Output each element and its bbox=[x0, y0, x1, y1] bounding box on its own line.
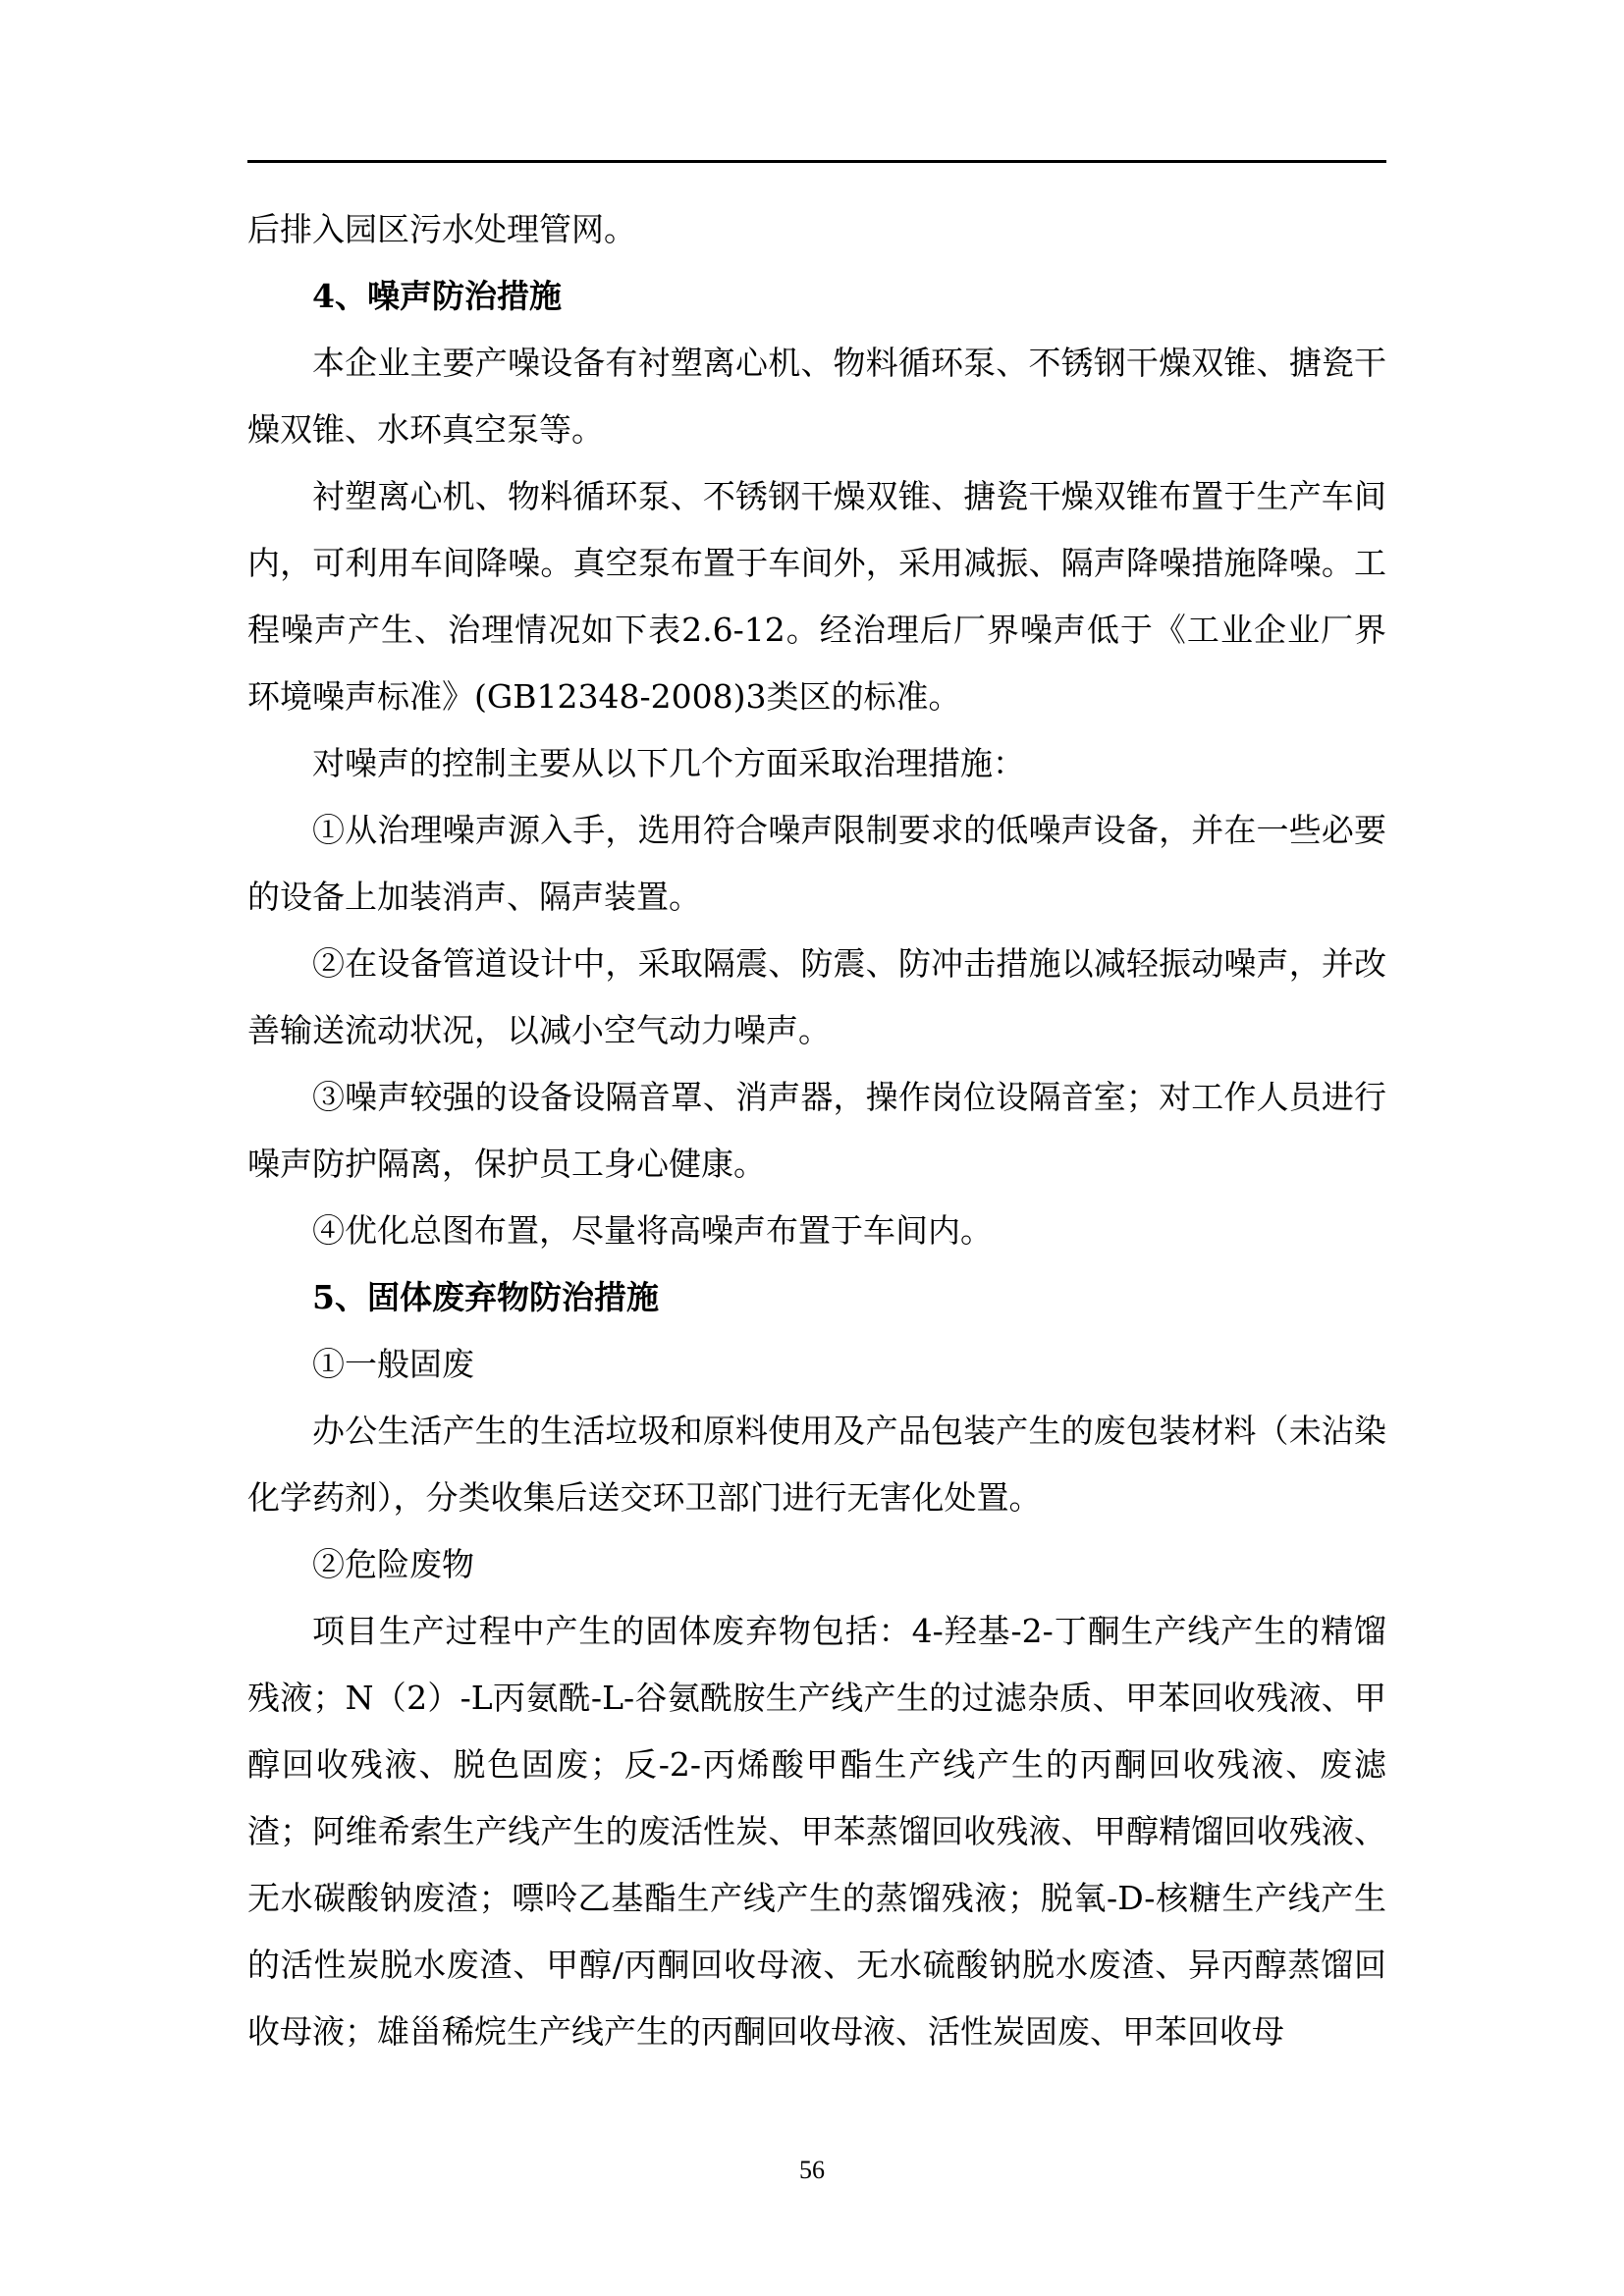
list-item-noise-4: ④优化总图布置，尽量将高噪声布置于车间内。 bbox=[312, 1211, 993, 1250]
header-rule bbox=[247, 160, 1386, 163]
subheading-hazardous-waste: ②危险废物 bbox=[312, 1545, 474, 1583]
section-heading-solid-waste: 5、固体废弃物防治措施 bbox=[312, 1278, 659, 1316]
paragraph-noise-equipment: 本企业主要产噪设备有衬塑离心机、物料循环泵、不锈钢干燥双锥、搪瓷干燥双锥、水环真空泵等。 bbox=[247, 344, 1386, 449]
page-number: 56 bbox=[799, 2156, 825, 2184]
document-body bbox=[247, 196, 1386, 2065]
list-item-noise-2: ②在设备管道设计中，采取隔震、防震、防冲击措施以减轻振动噪声，并改善输送流动状况，以减小空气动力噪声。 bbox=[247, 944, 1386, 1049]
paragraph-hazardous-waste: 项目生产过程中产生的固体废弃物包括：4-羟基-2-丁酮生产线产生的精馏残液；N（2）-L丙氨酰-L-谷氨酰胺生产线产生的过滤杂质、甲苯回收残液、甲醇回收残液、脱色固废；反-2-丙烯酸甲酯生产线产生的丙酮回收残液、废滤渣；阿维希索生产线产生的废活性炭、甲苯蒸馏回收残液、甲醇精馏回收残液、无水碳酸钠废渣；嘌呤乙基酯生产线产生的蒸馏残液；脱氧-D-核糖生产线产生的活性炭脱水废渣、甲醇/丙酮回收母液、无水硫酸钠脱水废渣、异丙醇蒸馏回收母液；雄甾稀烷生产线产生的丙酮回收母液、活性炭固废、甲苯回收母 bbox=[247, 1612, 1386, 2051]
paragraph-continuation: 后排入园区污水处理管网。 bbox=[247, 210, 636, 248]
subheading-general-waste: ①一般固废 bbox=[312, 1345, 474, 1383]
section-heading-noise: 4、噪声防治措施 bbox=[312, 277, 562, 315]
list-item-noise-3: ③噪声较强的设备设隔音罩、消声器，操作岗位设隔音室；对工作人员进行噪声防护隔离，保护员工身心健康。 bbox=[247, 1078, 1386, 1183]
paragraph-general-waste: 办公生活产生的生活垃圾和原料使用及产品包装产生的废包装材料（未沾染化学药剂），分类收集后送交环卫部门进行无害化处置。 bbox=[247, 1412, 1386, 1517]
paragraph-noise-layout: 衬塑离心机、物料循环泵、不锈钢干燥双锥、搪瓷干燥双锥布置于生产车间内，可利用车间降噪。真空泵布置于车间外，采用减振、隔声降噪措施降噪。工程噪声产生、治理情况如下表2.6-12。经治理后厂界噪声低于《工业企业厂界环境噪声标准》(GB12348-2008)3类区的标准。 bbox=[247, 477, 1386, 716]
paragraph-noise-control-intro: 对噪声的控制主要从以下几个方面采取治理措施： bbox=[312, 744, 1025, 782]
list-item-noise-1: ①从治理噪声源入手，选用符合噪声限制要求的低噪声设备，并在一些必要的设备上加装消声、隔声装置。 bbox=[247, 811, 1386, 916]
